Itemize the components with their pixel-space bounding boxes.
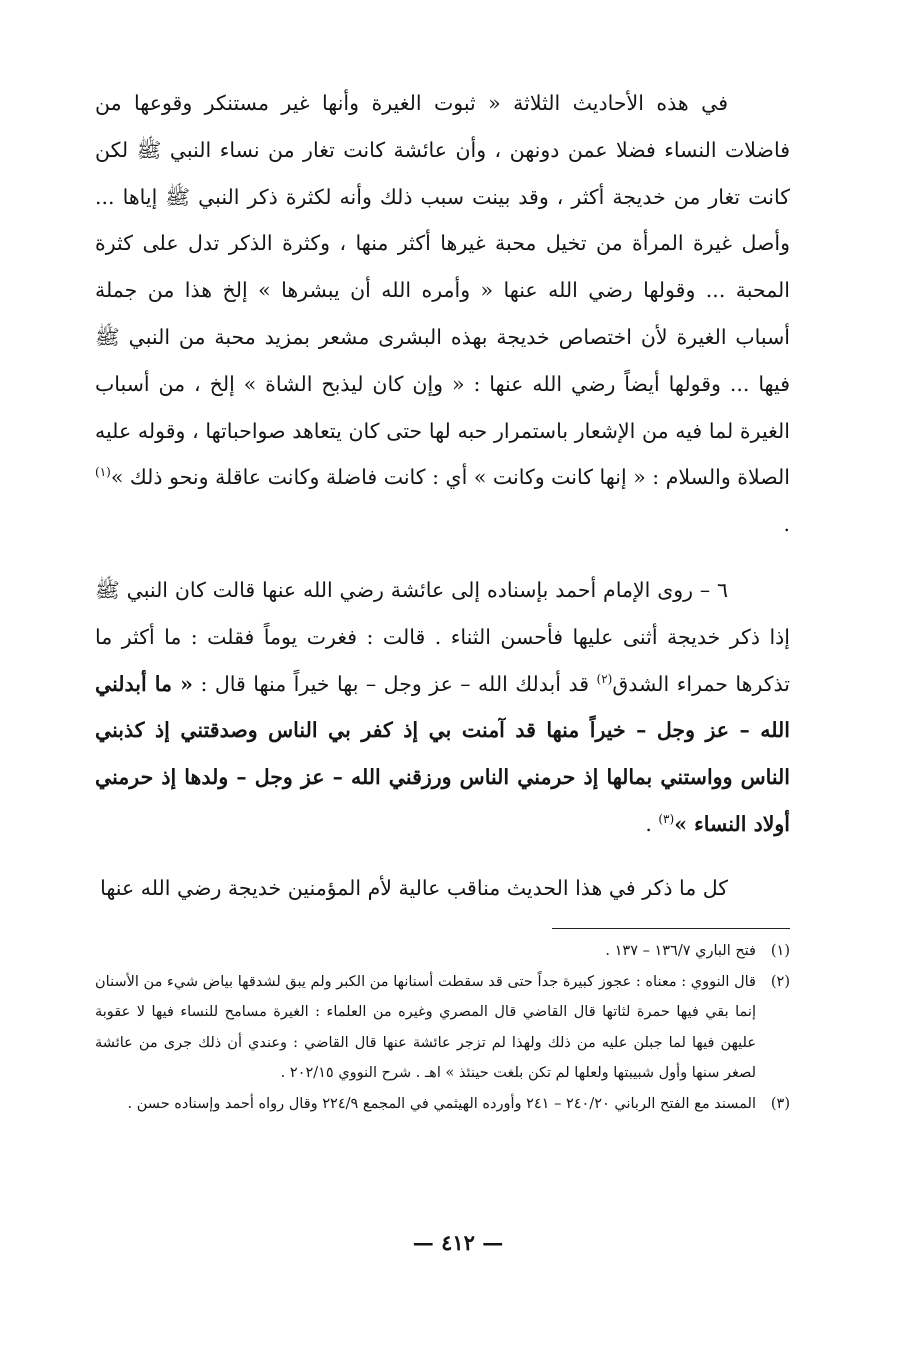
- paragraph-1-text: في هذه الأحاديث الثلاثة « ثبوت الغيرة وأنها غير مستنكر وقوعها من فاضلات النساء فضلا عمن دونهن ، وأن عائشة كانت تغار من نساء النبي ﷺ لكن كانت تغار من خديجة أكثر ، وقد بينت سبب ذلك وأنه لكثرة ذكر النبي ﷺ إياها ... وأصل غيرة المرأة من تخيل محبة غيرها أكثر منها ، وكثرة الذكر تدل على كثرة المحبة ... وقولها رضي الله عنها « وأمره الله أن يبشرها » إلخ هذا من جملة أسباب الغيرة لأن اختصاص خديجة بهذه البشرى مشعر بمزيد محبة من النبي ﷺ فيها ... وقولها أيضاً رضي الله عنها : « وإن كان ليذبح الشاة » إلخ ، من أسباب الغيرة لما فيه من الإشعار باستمرار حبه لها حتى كان يتعاهد صواحباتها ، وقوله عليه الصلاة والسلام : « إنها كانت وكانت » أي : كانت فاضلة وكانت عاقلة ونحو ذلك »: [95, 91, 790, 490]
- paragraph-3-text: كل ما ذكر في هذا الحديث مناقب عالية لأم المؤمنين خديجة رضي الله عنها: [100, 876, 728, 900]
- footnote-ref-1: (١): [95, 465, 111, 480]
- footnote-text: قال النووي : معناه : عجوز كبيرة جداً حتى قد سقطت أسنانها من الكبر ولم يبق لشدقها بياض شيء من الأسنان إنما بقي فيها حمرة لثاتها قال القاضي قال المصري وغيره من العلماء : الغيرة مسامح للنساء فيها لا عقوبة عليهن فيها لما جبلن عليه من ذلك ولهذا لم تزجر عائشة عنها قال القاضي : وعندي أن ذلك جرى من عائشة لصغر سنها وأول شبيبتها ولعلها لم تكن بلغت حينئذ » اهـ . شرح النووي ٢٠٢/١٥ .: [95, 973, 756, 1081]
- main-text: [95, 80, 790, 912]
- footnotes: [95, 936, 790, 1119]
- footnote-text: المسند مع الفتح الرباني ٢٤٠/٢٠ – ٢٤١ وأورده الهيثمي في المجمع ٢٢٤/٩ وقال رواه أحمد وإسناده حسن .: [127, 1095, 756, 1112]
- footnote-text: فتح الباري ١٣٦/٧ – ١٣٧ .: [605, 943, 756, 959]
- paragraph-3: [95, 865, 790, 912]
- footnote-number: (١): [770, 943, 790, 959]
- footnote-number: (٢): [770, 973, 790, 990]
- footnote-separator: [552, 928, 790, 929]
- paragraph-2-end: .: [645, 811, 659, 836]
- footnote-3: [95, 1089, 790, 1120]
- footnote-ref-3: (٣): [658, 812, 675, 827]
- footnote-number: (٣): [770, 1095, 790, 1112]
- page-number: — ٤١٢ —: [412, 1230, 504, 1255]
- footnote-1: [95, 936, 790, 967]
- paragraph-1: [95, 80, 790, 549]
- paragraph-2-mid: قد أبدلك الله – عز وجل – بها خيراً منها قال :: [192, 671, 597, 696]
- paragraph-2: [95, 567, 790, 847]
- paragraph-1-end: .: [783, 512, 790, 537]
- footnote-ref-2: (٢): [596, 671, 613, 686]
- hadith-quote: « ما أبدلني الله – عز وجل – خيراً منها قد آمنت بي إذ كفر بي الناس وصدقتني إذ كذبني الناس وواستني بمالها إذ حرمني الناس ورزقني الله – عز وجل – ولدها إذ حرمني أولاد النساء »: [95, 671, 790, 836]
- paragraph-2-intro: ٦ – روى الإمام أحمد بإسناده إلى عائشة رضي الله عنها قالت كان النبي ﷺ إذا ذكر خديجة أثنى عليها فأحسن الثناء . قالت : فغرت يوماً فقلت : ما أكثر ما تذكرها حمراء الشدق: [95, 578, 790, 696]
- footnote-2: [95, 967, 790, 1089]
